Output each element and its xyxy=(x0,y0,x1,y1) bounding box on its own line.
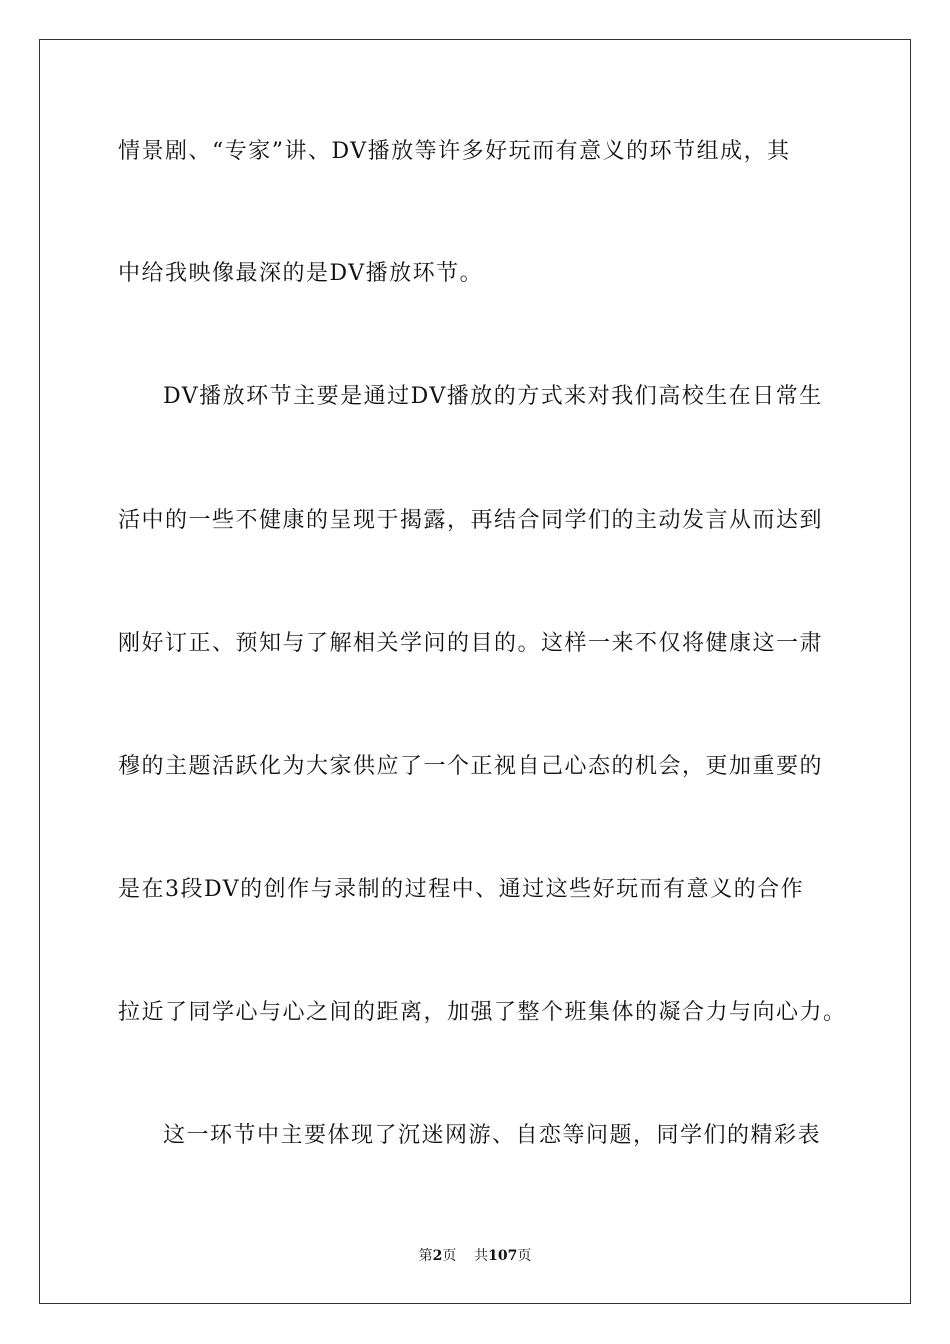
footer-page-prefix: 第 xyxy=(418,1248,433,1264)
text-line: 刚好订正、预知与了解相关学问的目的。这样一来不仅将健康这一肃 xyxy=(118,631,824,656)
footer-page-suffix: 页 xyxy=(442,1248,457,1264)
text-line: 是在3段DV的创作与录制的过程中、通过这些好玩而有意义的合作 xyxy=(118,877,805,902)
text-line: 中给我映像最深的是DV播放环节。 xyxy=(118,261,484,286)
text-line: 穆的主题活跃化为大家供应了一个正视自己心态的机会，更加重要的 xyxy=(118,754,824,779)
footer-total-suffix: 页 xyxy=(517,1248,532,1264)
page-footer xyxy=(0,1247,950,1265)
paragraph-first-line: 这一环节中主要体现了沉迷网游、自恋等问题，同学们的精彩表 xyxy=(163,1123,822,1148)
footer-page-number: 2 xyxy=(432,1248,443,1264)
paragraph-first-line: DV播放环节主要是通过DV播放的方式来对我们高校生在日常生 xyxy=(163,384,823,409)
footer-total-pages: 107 xyxy=(488,1248,518,1264)
text-line: 情景剧、“专家”讲、DV播放等许多好玩而有意义的环节组成，其 xyxy=(118,139,791,164)
page-border xyxy=(39,39,911,1304)
text-line: 拉近了同学心与心之间的距离，加强了整个班集体的凝合力与向心力。 xyxy=(118,1000,847,1025)
text-line: 活中的一些不健康的呈现于揭露，再结合同学们的主动发言从而达到 xyxy=(118,508,824,533)
footer-total-prefix: 共 xyxy=(474,1248,489,1264)
